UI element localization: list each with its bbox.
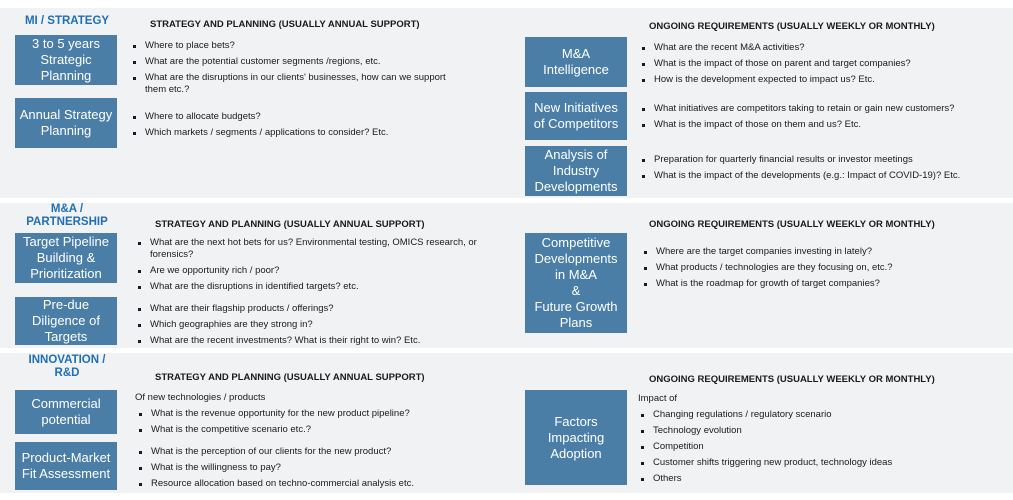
factors-intro-text: Impact of [638, 393, 678, 404]
list-item: What is the perception of our clients for the new product? [137, 446, 517, 458]
box-commercial-potential: Commercial potential [15, 390, 117, 434]
list-item: What is the impact of those on parent and target companies? [640, 58, 1010, 70]
list-item: What initiatives are competitors taking to retain or gain new customers? [640, 103, 1010, 115]
list-new-initiatives [640, 103, 1010, 131]
list-item: What are the recent M&A activities? [640, 42, 1010, 54]
box-target-pipeline: Target Pipeline Building & Prioritization [15, 233, 117, 283]
ma-strategy-header: STRATEGY AND PLANNING (USUALLY ANNUAL SUPPORT) [155, 219, 425, 230]
mi-ongoing-header: ONGOING REQUIREMENTS (USUALLY WEEKLY OR MONTHLY) [649, 21, 935, 32]
list-item: What are the recent investments? What is their right to win? Etc. [136, 335, 516, 347]
list-item: What is the impact of the developments (e.g.: Impact of COVID-19)? Etc. [640, 170, 1010, 182]
list-competitive-developments [642, 246, 1002, 290]
list-industry-developments [640, 154, 1010, 182]
list-item: Which geographies are they strong in? [136, 319, 516, 331]
list-item: What is the revenue opportunity for the new product pipeline? [137, 408, 517, 420]
section-label-mi-strategy: MI / STRATEGY [24, 15, 110, 27]
list-item: What are the disruptions in our clients' businesses, how can we support them etc.? [131, 72, 461, 96]
box-strategic-planning: 3 to 5 years Strategic Planning [15, 35, 117, 85]
list-item: What are the next hot bets for us? Environmental testing, OMICS research, or forensics? [136, 237, 516, 261]
list-item: Which markets / segments / applications to consider? Etc. [131, 127, 461, 139]
list-strategic-planning [131, 40, 461, 96]
list-product-market-fit [137, 446, 517, 490]
box-pre-due-diligence: Pre-due Diligence of Targets [15, 297, 117, 345]
list-item: How is the development expected to impact us? Etc. [640, 74, 1010, 86]
list-item: What is the impact of those on them and us? Etc. [640, 119, 1010, 131]
list-ma-intelligence [640, 42, 1010, 86]
list-item: Where are the target companies investing in lately? [642, 246, 1002, 258]
list-item: Preparation for quarterly financial results or investor meetings [640, 154, 1010, 166]
list-item: What is the roadmap for growth of target companies? [642, 278, 1002, 290]
mi-strategy-header: STRATEGY AND PLANNING (USUALLY ANNUAL SUPPORT) [150, 19, 420, 30]
list-item: Changing regulations / regulatory scenario [639, 409, 1009, 421]
list-pre-due-diligence [136, 303, 516, 347]
list-item: Others [639, 473, 1009, 485]
list-item: What is the willingness to pay? [137, 462, 517, 474]
section-label-ma-partnership: M&A / PARTNERSHIP [26, 203, 108, 228]
list-item: Technology evolution [639, 425, 1009, 437]
box-product-market-fit: Product-Market Fit Assessment [15, 442, 117, 490]
list-item: Where to allocate budgets? [131, 111, 461, 123]
innov-intro-text: Of new technologies / products [135, 392, 266, 403]
box-annual-strategy-planning: Annual Strategy Planning [15, 98, 117, 148]
box-ma-intelligence: M&A Intelligence [525, 37, 627, 87]
list-factors-impacting-adoption [639, 409, 1009, 485]
list-item: Competition [639, 441, 1009, 453]
box-competitive-developments: Competitive Developments in M&A & Future Growth Plans [525, 233, 627, 333]
list-item: What are the disruptions in identified targets? etc. [136, 281, 516, 293]
list-item: What are the potential customer segments /regions, etc. [131, 56, 461, 68]
list-target-pipeline [136, 237, 516, 293]
box-new-initiatives: New Initiatives of Competitors [525, 92, 627, 140]
list-item: Resource allocation based on techno-commercial analysis etc. [137, 478, 517, 490]
box-factors-impacting-adoption: Factors Impacting Adoption [525, 390, 627, 485]
box-industry-developments: Analysis of Industry Developments [525, 146, 627, 196]
list-item: Customer shifts triggering new product, technology ideas [639, 457, 1009, 469]
list-item: Where to place bets? [131, 40, 461, 52]
list-item: What is the competitive scenario etc.? [137, 424, 517, 436]
ma-ongoing-header: ONGOING REQUIREMENTS (USUALLY WEEKLY OR MONTHLY) [649, 219, 935, 230]
list-commercial-potential [137, 408, 517, 436]
list-annual-strategy-planning [131, 111, 461, 139]
list-item: What are their flagship products / offerings? [136, 303, 516, 315]
list-item: What products / technologies are they focusing on, etc.? [642, 262, 1002, 274]
section-label-innovation-rd: INNOVATION / R&D [28, 354, 106, 379]
innov-strategy-header: STRATEGY AND PLANNING (USUALLY ANNUAL SUPPORT) [155, 372, 425, 383]
list-item: Are we opportunity rich / poor? [136, 265, 516, 277]
innov-ongoing-header: ONGOING REQUIREMENTS (USUALLY WEEKLY OR MONTHLY) [649, 374, 935, 385]
